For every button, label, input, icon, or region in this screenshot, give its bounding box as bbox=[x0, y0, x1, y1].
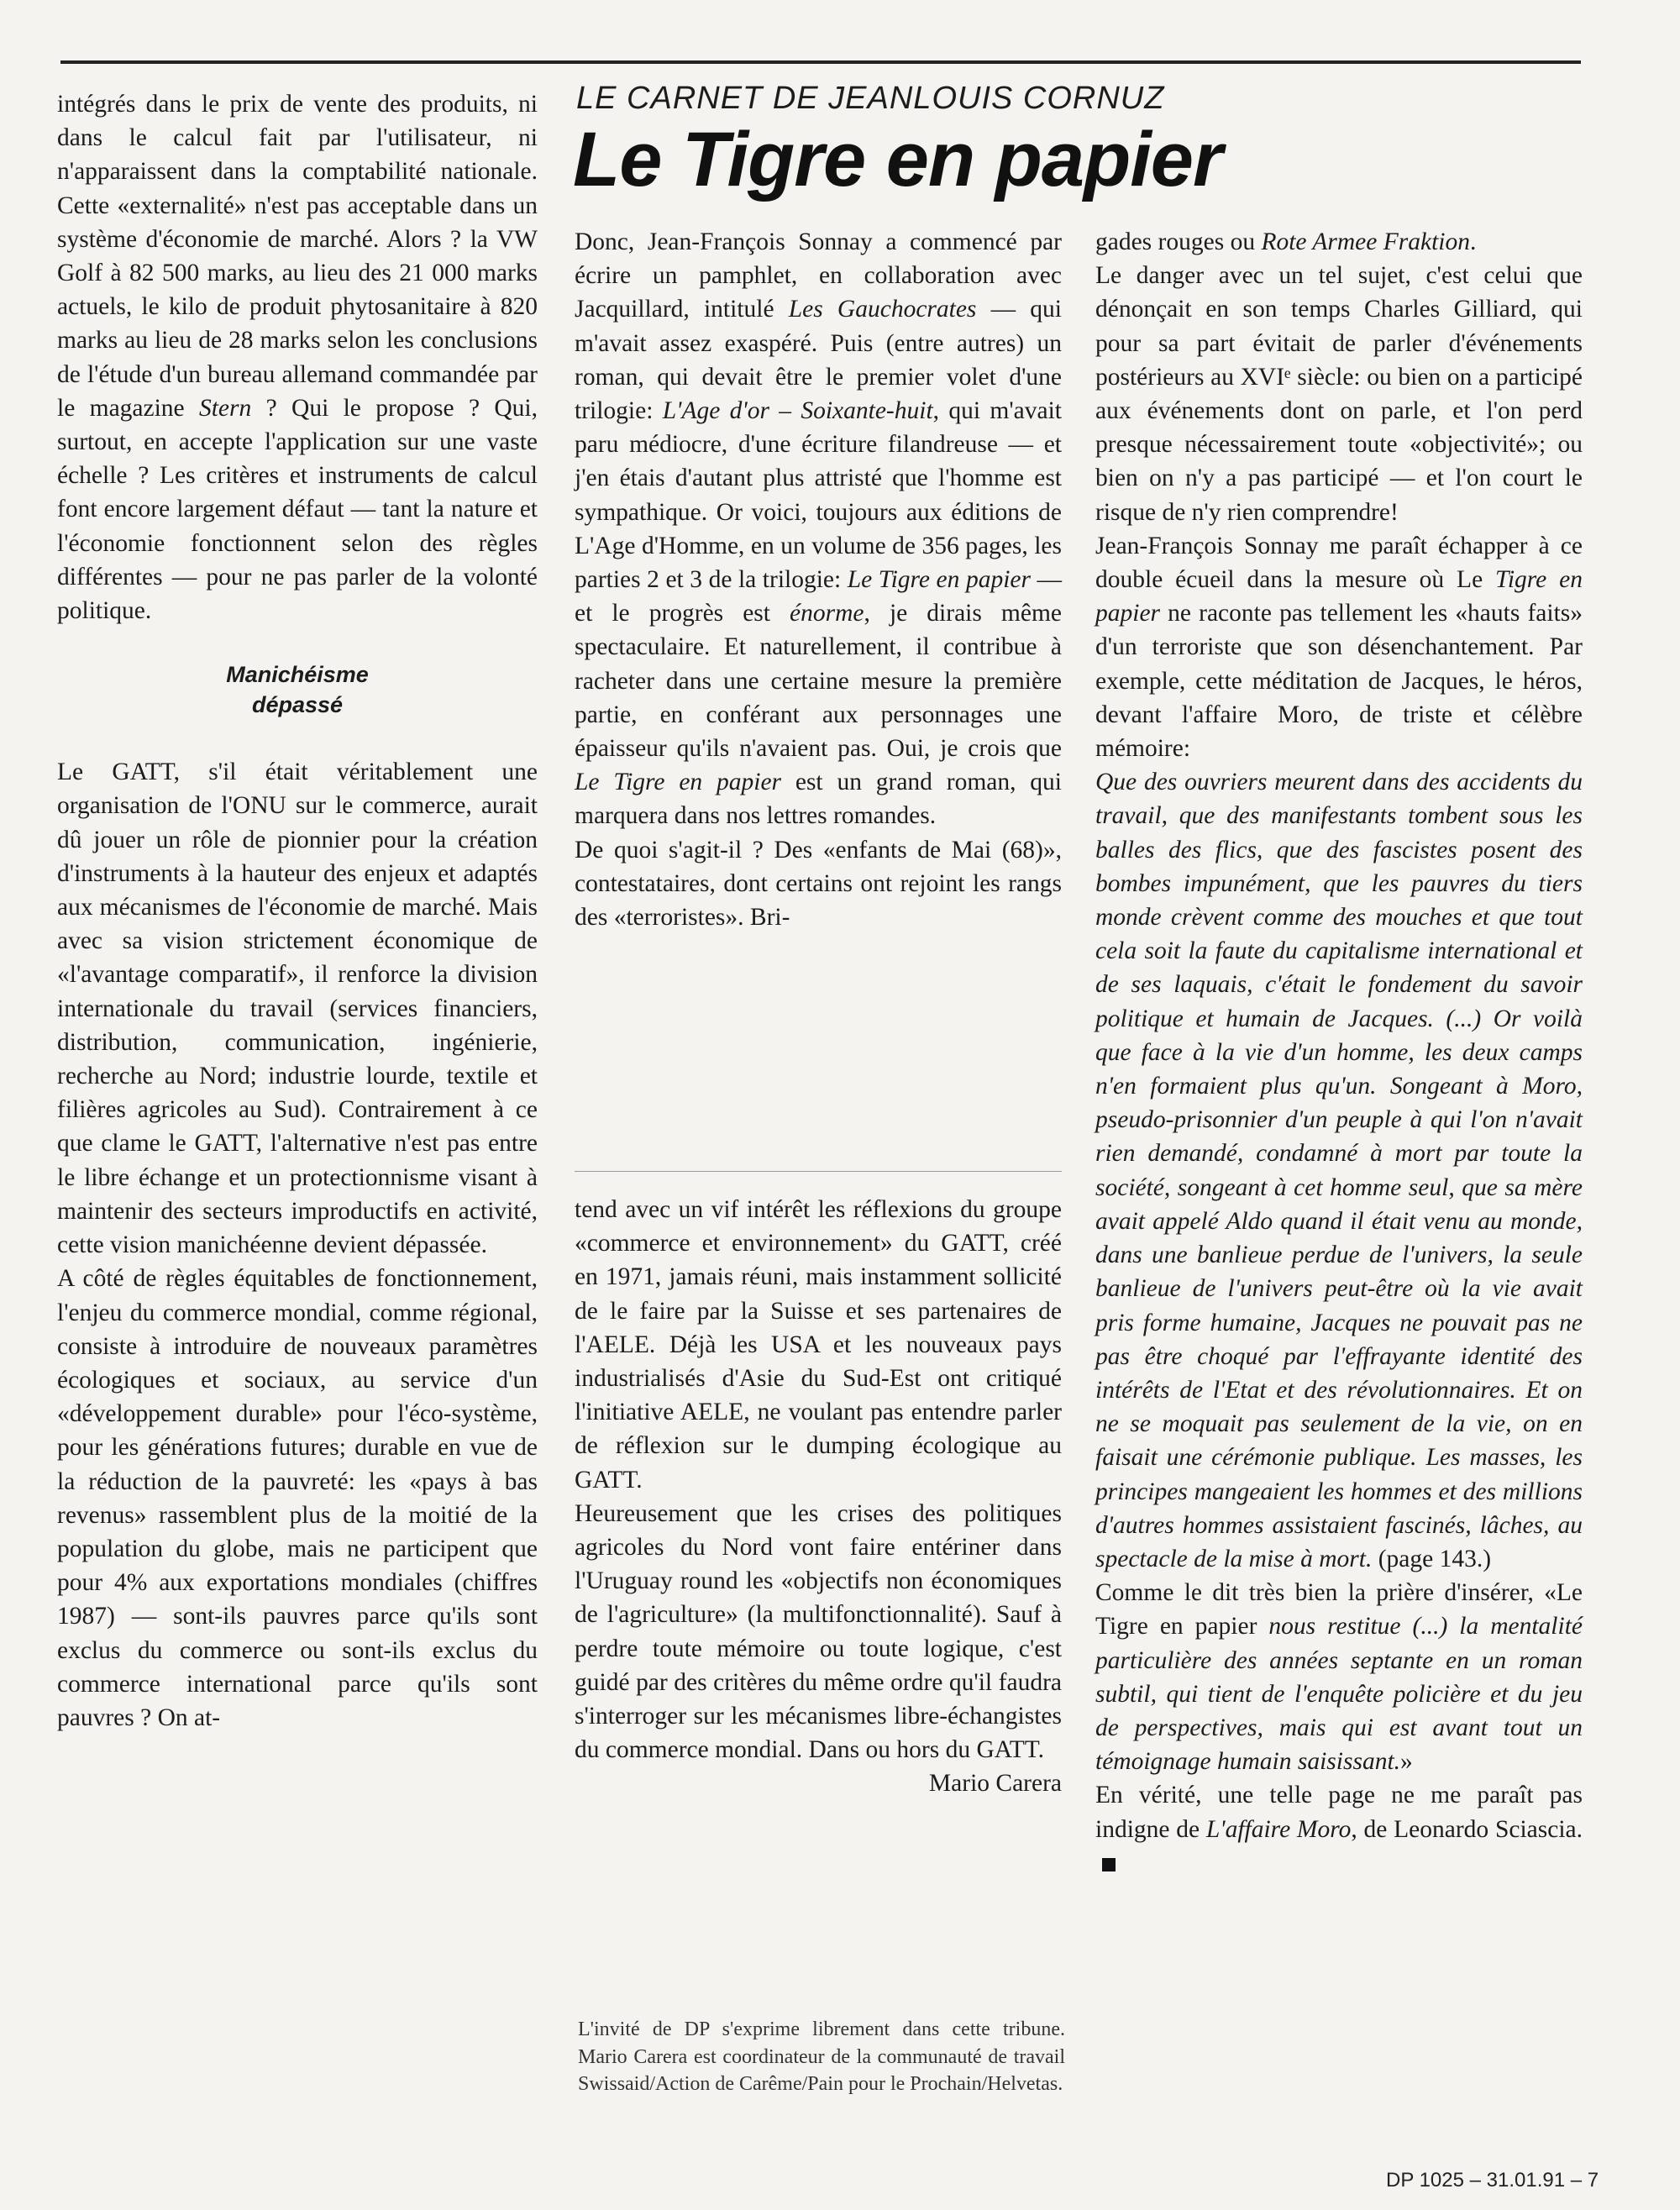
col1-paragraph-2: Le GATT, s'il était véritablement une organisation de l'ONU sur le commerce, aurait dû jouer un rôle de pionnier pour la création d'instruments à la hauteur des enjeux et adaptés aux mécanismes de l'économie de marché. Mais avec sa vision strictement économique de «l'avantage comparatif», il renforce la division internationale du travail (services financiers, distribution, communication, ingénierie, recherche au Nord; industrie lourde, textile et filières agricoles au Sud). Contrairement à ce que clame le GATT, l'alternative n'est pas entre le libre échange et un protectionnisme visant à maintenir des secteurs improductifs en activité, cette vision manichéenne devient dépassée. bbox=[57, 759, 538, 1259]
col3-paragraph-2: Le danger avec un tel sujet, c'est celui que dénonçait en son temps Charles Gilliard, qui pour sa part évitait de parler d'événements postérieurs au XVIᵉ siècle: ou bien on a participé aux événements dont on parle, et l'on perd presque nécessairement toute «objectivité»; ou bien on n'y a pas participé — et l'on court le risque de n'y rien comprendre! bbox=[1095, 262, 1583, 526]
col2-paragraph-2: De quoi s'agit-il ? Des «enfants de Mai (68)», contestataires, dont certains ont rejoint les rangs des «terroristes». Bri- bbox=[575, 836, 1062, 932]
column-3 bbox=[1095, 225, 1583, 1880]
col3-paragraph-1: gades rouges ou Rote Armee Fraktion. bbox=[1095, 228, 1477, 255]
subheading-line-2: dépassé bbox=[251, 692, 344, 718]
col3-paragraph-5: En vérité, une telle page ne me paraît pas indigne de L'affaire Moro, de Leonardo Sciascia. bbox=[1095, 1778, 1583, 1880]
col3-paragraph-3: Jean-François Sonnay me paraît échapper à ce double écueil dans la mesure où Le Tigre en papier ne raconte pas tellement les «hauts faits» d'un terroriste que son désenchantement. Par exemple, cette méditation de Jacques, le héros, devant l'affaire Moro, de triste et célèbre mémoire: bbox=[1095, 532, 1583, 763]
page-folio: DP 1025 – 31.01.91 – 7 bbox=[1386, 2169, 1599, 2192]
article-kicker: LE CARNET DE JEANLOUIS CORNUZ bbox=[576, 81, 1165, 116]
col3-paragraph-4: Comme le dit très bien la prière d'insérer, «Le Tigre en papier nous restitue (...) la mentalité particulière des années septante en un roman subtil, qui tient de l'enquête policière et du jeu de perspectives, mais qui est avant tout un témoignage humain saisissant.» bbox=[1095, 1579, 1583, 1776]
col2b-paragraph-1: tend avec un vif intérêt les réflexions du groupe «commerce et environnement» du GATT, créé en 1971, jamais réuni, mais instamment sollicité de le faire par la Suisse et ses partenaires de l'AELE. Déjà les USA et les nouveaux pays industrialisés d'Asie du Sud-Est ont critiqué l'initiative AELE, ne voulant pas entendre parler de réflexion sur le dumping écologique au GATT. bbox=[575, 1196, 1062, 1493]
subheading-line-1: Manichéisme bbox=[226, 662, 369, 688]
end-of-article-mark bbox=[1102, 1858, 1116, 1871]
col2b-paragraph-2: Heureusement que les crises des politiques agricoles du Nord vont faire entériner dans l'Uruguay round les «objectifs non économiques de l'agriculture» (la multifonctionnalité). Sauf à perdre toute mémoire ou toute logique, c'est guidé par des critères du même ordre qu'il faudra s'interroger sur les mécanismes libre-échangistes du commerce mondial. Dans ou hors du GATT. bbox=[575, 1499, 1062, 1764]
article-title: Le Tigre en papier bbox=[573, 117, 1222, 202]
col2-paragraph-1: Donc, Jean-François Sonnay a commencé par écrire un pamphlet, en collaboration avec Jacquillard, intitulé Les Gauchocrates — qui m'avait assez exaspéré. Puis (entre autres) un roman, qui devait être le premier volet d'une trilogie: L'Age d'or – Soixante-huit, qui m'avait paru médiocre, d'une écriture filandreuse — et j'en étais d'autant plus attristé que l'homme est sympathique. Or voici, toujours aux éditions de L'Age d'Homme, en un volume de 356 pages, les parties 2 et 3 de la trilogie: Le Tigre en papier — et le progrès est énorme, je dirais même spectaculaire. Et naturellement, il contribue à racheter dans une certaine mesure la première partie, en conférant aux personnages une épaisseur qu'ils n'avaient pas. Oui, je crois que Le Tigre en papier est un grand roman, qui marquera dans nos lettres romandes. bbox=[575, 228, 1063, 830]
col3-quotation: Que des ouvriers meurent dans des accidents du travail, que des manifestants tombent sous les balles des flics, que des fascistes posent des bombes impunément, que les pauvres du tiers monde crèvent comme des mouches et que tout cela soit la faute du capitalisme international et de ses laquais, c'était le fondement du savoir politique et humain de Jacques. (...) Or voilà que face à la vie d'un homme, les deux camps n'en formaient plus qu'un. Songeant à Moro, pseudo-prisonnier d'un peuple à qui l'on n'avait rien demandé, condamné à mort par toute la société, songeant à cet homme seul, que sa mère avait appelé Aldo quand il était venu au monde, dans une banlieue perdue de l'univers, la seule banlieue de l'univers peut-être où la vie avait pris forme humaine, Jacques ne pouvait pas ne pas être choqué par l'effrayante identité des intérêts de l'Etat et des révolutionnaires. Et on ne se moquait pas seulement de la vie, on en faisait une cérémonie publique. Les masses, les principes mangeaient les hommes et des millions d'autres hommes assistaient fascinés, lâches, au spectacle de la mise à mort. (page 143.) bbox=[1095, 769, 1583, 1572]
col1-paragraph-1: intégrés dans le prix de vente des produits, ni dans le calcul fait par l'utilisateur, ni n'apparaissent dans la comptabilité nationale. Cette «externalité» n'est pas acceptable dans un système d'économie de marché. Alors ? la VW Golf à 82 500 marks, au lieu des 21 000 marks actuels, le kilo de produit phytosanitaire à 820 marks au lieu de 28 marks selon les conclusions de l'étude d'un bureau allemand commandée par le magazine Stern ? Qui le propose ? Qui, surtout, en accepte l'application sur une vaste échelle ? Les critères et instruments de calcul font encore largement défaut — tant la nature et l'économie fonctionnent selon des règles différentes — pour ne pas parler de la volonté politique. bbox=[57, 91, 538, 625]
column-2-top bbox=[575, 225, 1062, 934]
column-1 bbox=[57, 87, 538, 1735]
column-divider-rule bbox=[575, 1171, 1062, 1172]
contributor-note: L'invité de DP s'exprime librement dans cette tribune. Mario Carera est coordinateur de la communauté de travail Swissaid/Action de Carême/Pain pour le Prochain/Helvetas. bbox=[578, 2018, 1065, 2095]
top-rule bbox=[60, 60, 1581, 64]
author-signature: Mario Carera bbox=[928, 1770, 1062, 1798]
column-2-bottom bbox=[575, 1193, 1062, 1801]
col1-paragraph-3: A côté de règles équitables de fonctionnement, l'enjeu du commerce mondial, comme régional, consiste à introduire de nouveaux paramètres écologiques et sociaux, au service d'un «développement durable» pour l'éco-système, pour les générations futures; durable en vue de la réduction de la pauvreté: les «pays à bas revenus» rassemblent plus de la moitié de la population du globe, mais ne participent que pour 4% aux exportations mondiales (chiffres 1987) — sont-ils pauvres parce qu'ils sont exclus du commerce ou sont-ils exclus du commerce international parce qu'ils sont pauvres ? On at- bbox=[57, 1265, 538, 1731]
subheading bbox=[57, 659, 538, 720]
